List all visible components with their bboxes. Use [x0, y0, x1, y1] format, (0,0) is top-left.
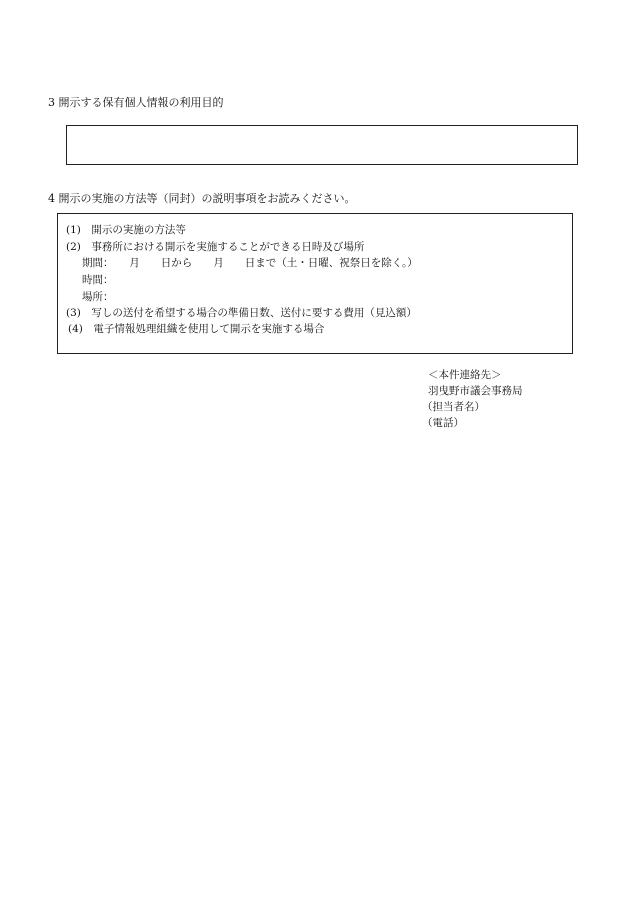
purpose-of-use-box: [66, 125, 578, 165]
time-line: 時間：: [82, 274, 114, 286]
section-3-heading: 3 開示する保有個人情報の利用目的: [48, 96, 224, 109]
item-4-electronic-disclosure: (4) 電子情報処理組織を使用して開示を実施する場合: [68, 323, 325, 335]
contact-phone: （電話）: [422, 417, 464, 429]
contact-person: （担当者名）: [422, 401, 485, 413]
item-3-copy-delivery: (3) 写しの送付を希望する場合の準備日数、送付に要する費用（見込額）: [66, 307, 417, 319]
contact-title: ＜本件連絡先＞: [428, 369, 502, 381]
period-line: 期間： 月 日から 月 日まで（土・日曜、祝祭日を除く。）: [82, 257, 418, 269]
section-4-heading: 4 開示の実施の方法等（同封）の説明事項をお読みください。: [48, 192, 356, 205]
item-1-disclosure-method: (1) 開示の実施の方法等: [66, 224, 186, 236]
disclosure-method-box: [57, 213, 573, 354]
place-line: 場所：: [82, 291, 114, 303]
contact-office: 羽曳野市議会事務局: [428, 385, 523, 397]
item-2-office-datetime-place: (2) 事務所における開示を実施することができる日時及び場所: [66, 241, 365, 253]
